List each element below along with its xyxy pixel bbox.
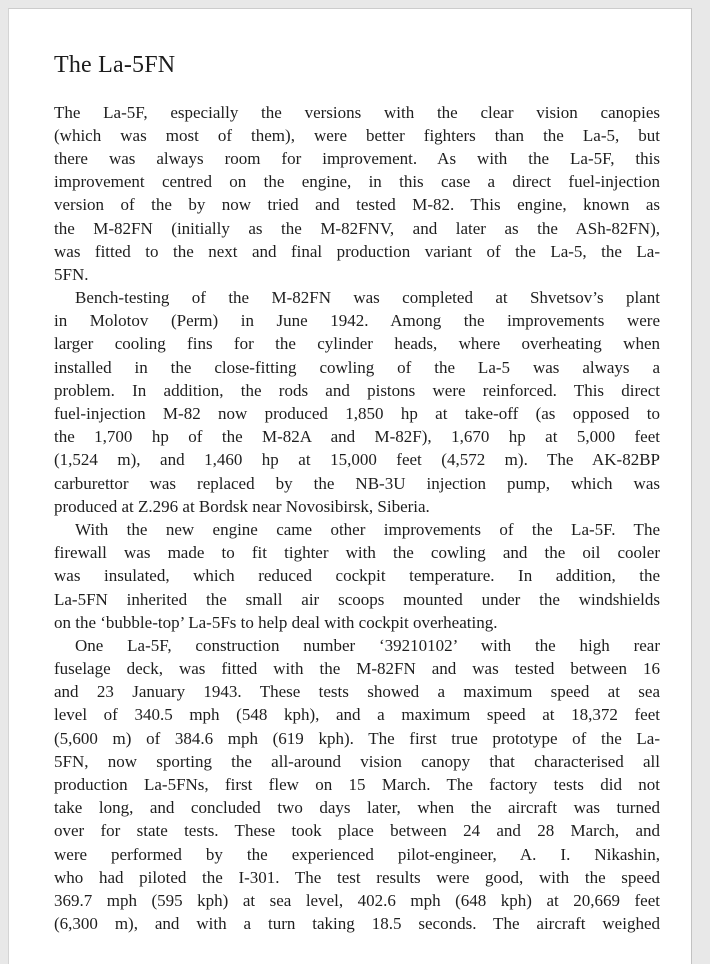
paragraph (54, 286, 660, 518)
text-line: produced at Z.296 at Bordsk near Novosibirsk, Siberia. (54, 496, 430, 516)
text-line: production La-5FNs, first flew on 15 March. The factory tests did not (54, 775, 660, 795)
paragraph (54, 101, 660, 287)
text-line: and 23 January 1943. These tests showed a maximum speed at sea (54, 682, 660, 702)
text-line: take long, and concluded two days later, when the aircraft was turned (54, 798, 660, 818)
paragraph (54, 634, 660, 935)
text-line: improvement centred on the engine, in this case a direct fuel-injection (54, 172, 660, 192)
text-line: (which was most of them), were better fighters than the La-5, but (54, 125, 660, 145)
text-line: Bench-testing of the M-82FN was completed at Shvetsov’s plant (75, 288, 660, 308)
text-line: The La-5F, especially the versions with the clear vision canopies (54, 102, 660, 122)
book-page (8, 8, 692, 964)
text-line: (6,300 m), and with a turn taking 18.5 seconds. The aircraft weighed (54, 914, 660, 934)
text-line: on the ‘bubble-top’ La-5Fs to help deal with cockpit overheating. (54, 612, 498, 632)
text-line: 5FN, now sporting the all-around vision canopy that characterised all (54, 751, 660, 771)
text-line: installed in the close-fitting cowling of the La-5 was always a (54, 357, 660, 377)
page-title: The La-5FN (54, 52, 176, 78)
text-line: were performed by the experienced pilot-engineer, A. I. Nikashin, (54, 844, 660, 864)
text-line: La-5FN inherited the small air scoops mounted under the windshields (54, 589, 660, 609)
text-line: was insulated, which reduced cockpit temperature. In addition, the (54, 566, 660, 586)
text-line: fuel-injection M-82 now produced 1,850 hp at take-off (as opposed to (54, 404, 660, 424)
text-line: One La-5F, construction number ‘39210102’ with the high rear (75, 635, 660, 655)
text-line: larger cooling fins for the cylinder heads, where overheating when (54, 334, 660, 354)
text-line: 369.7 mph (595 kph) at sea level, 402.6 mph (648 kph) at 20,669 feet (54, 890, 660, 910)
text-line: 5FN. (54, 264, 89, 284)
text-line: (5,600 m) of 384.6 mph (619 kph). The first true prototype of the La- (54, 728, 660, 748)
text-line: the 1,700 hp of the M-82A and M-82F), 1,670 hp at 5,000 feet (54, 427, 660, 447)
text-line: problem. In addition, the rods and pistons were reinforced. This direct (54, 380, 660, 400)
text-line: who had piloted the I-301. The test results were good, with the speed (54, 867, 660, 887)
text-line: carburettor was replaced by the NB-3U injection pump, which was (54, 473, 660, 493)
text-line: fuselage deck, was fitted with the M-82FN and was tested between 16 (54, 659, 660, 679)
text-line: (1,524 m), and 1,460 hp at 15,000 feet (4,572 m). The AK-82BP (54, 450, 660, 470)
text-line: in Molotov (Perm) in June 1942. Among the improvements were (54, 311, 660, 331)
text-block (9, 9, 691, 935)
text-line: level of 340.5 mph (548 kph), and a maximum speed at 18,372 feet (54, 705, 660, 725)
text-line: there was always room for improvement. As with the La-5F, this (54, 148, 660, 168)
text-line: With the new engine came other improvements of the La-5F. The (75, 519, 660, 539)
text-line: the M-82FN (initially as the M-82FNV, and later as the ASh-82FN), (54, 218, 660, 238)
paragraph (54, 518, 660, 634)
text-line: was fitted to the next and final production variant of the La-5, the La- (54, 241, 660, 261)
text-line: over for state tests. These took place between 24 and 28 March, and (54, 821, 660, 841)
text-line: firewall was made to fit tighter with the cowling and the oil cooler (54, 543, 660, 563)
text-line: version of the by now tried and tested M-82. This engine, known as (54, 195, 660, 215)
